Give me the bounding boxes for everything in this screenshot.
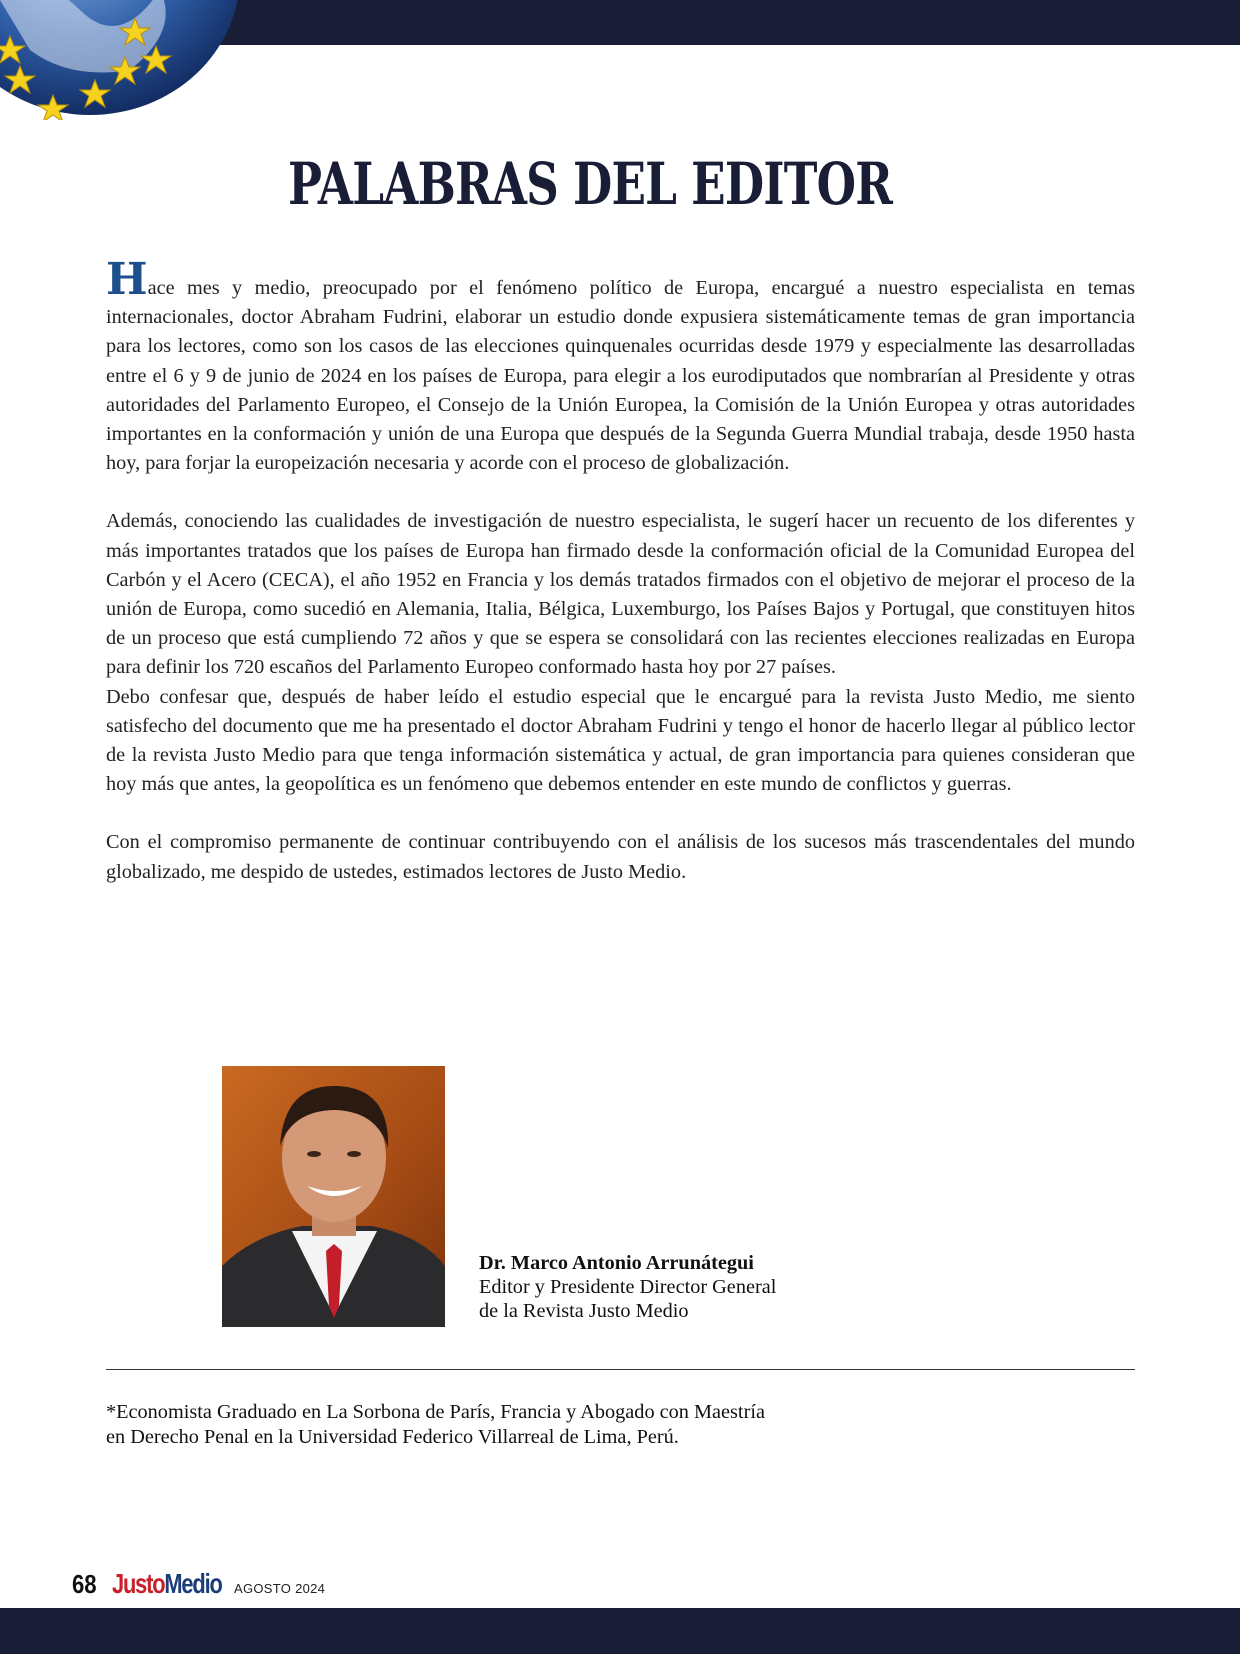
logo-medio: Medio <box>164 1568 222 1599</box>
paragraph: Con el compromiso permanente de continuar contribuyendo con el análisis de los sucesos más trascendentales del mundo globalizado, me despido de ustedes, estimados lectores de Justo Medio. <box>106 831 1135 883</box>
footnote-line: en Derecho Penal en la Universidad Federico Villarreal de Lima, Perú. <box>106 1425 679 1448</box>
issue-date: AGOSTO 2024 <box>234 1581 326 1596</box>
magazine-logo <box>112 1568 222 1600</box>
eu-globe-graphic <box>0 0 260 120</box>
divider <box>106 1369 1135 1370</box>
footnote <box>106 1400 1006 1449</box>
article-body <box>106 254 1135 887</box>
page-title: PALABRAS DEL EDITOR <box>287 150 893 218</box>
page-number: 68 <box>72 1569 97 1599</box>
footer-band <box>0 1608 1240 1654</box>
editor-role: de la Revista Justo Medio <box>479 1300 689 1322</box>
paragraph-text: ace mes y medio, preocupado por el fenómeno político de Europa, encargué a nuestro especialista en temas internacionales, doctor Abraham Fudrini, elaborar un estudio donde expusiera sistemáticamente temas de gran importancia para los lectores, como son los casos de las elecciones quinquenales ocurridas desde 1979 y especialmente las desarrolladas entre el 6 y 9 de junio de 2024 en los países de Europa, para elegir a los eurodiputados que nombrarían al Presidente y otras autoridades del Parlamento Europeo, el Consejo de la Unión Europea, la Comisión de la Unión Europea y otras autoridades importantes en la conformación y unión de una Europa que después de la Segunda Guerra Mundial trabaja, desde 1950 hasta hoy, para forjar la europeización necesaria y acorde con el proceso de globalización. <box>106 277 1135 475</box>
paragraph: Además, conociendo las cualidades de investigación de nuestro especialista, le sugerí hacer un recuento de los diferentes y más importantes tratados que los países de Europa han firmado desde la conformación oficial de la Comunidad Europea del Carbón y el Acero (CECA), el año 1952 en Francia y los demás tratados firmados con el objetivo de mejorar el proceso de la unión de Europa, como sucedió en Alemania, Italia, Bélgica, Luxemburgo, los Países Bajos y Portugal, que constituyen hitos de un proceso que está cumpliendo 72 años y que se espera se consolidará con las recientes elecciones realizadas en Europa para definir los 720 escaños del Parlamento Europeo conformado hasta hoy por 27 países. <box>106 510 1135 679</box>
paragraph <box>106 254 1135 478</box>
editor-signature <box>479 1251 776 1323</box>
drop-cap: H <box>106 254 148 305</box>
editor-name: Dr. Marco Antonio Arrunátegui <box>479 1252 754 1274</box>
paragraph: Debo confesar que, después de haber leído el estudio especial que le encargué para la revista Justo Medio, me siento satisfecho del documento que me ha presentado el doctor Abraham Fudrini y tengo el honor de hacerlo llegar al público lector de la revista Justo Medio para que tenga información sistemática y actual, de gran importancia para quienes consideran que hoy más que antes, la geopolítica es un fenómeno que debemos entender en este mundo de conflictos y guerras. <box>106 685 1135 796</box>
page-footer <box>72 1568 325 1608</box>
footnote-line: *Economista Graduado en La Sorbona de París, Francia y Abogado con Maestría <box>106 1401 765 1423</box>
logo-justo: Justo <box>112 1568 165 1599</box>
editor-portrait-photo <box>222 1066 445 1327</box>
editor-role: Editor y Presidente Director General <box>479 1276 777 1298</box>
